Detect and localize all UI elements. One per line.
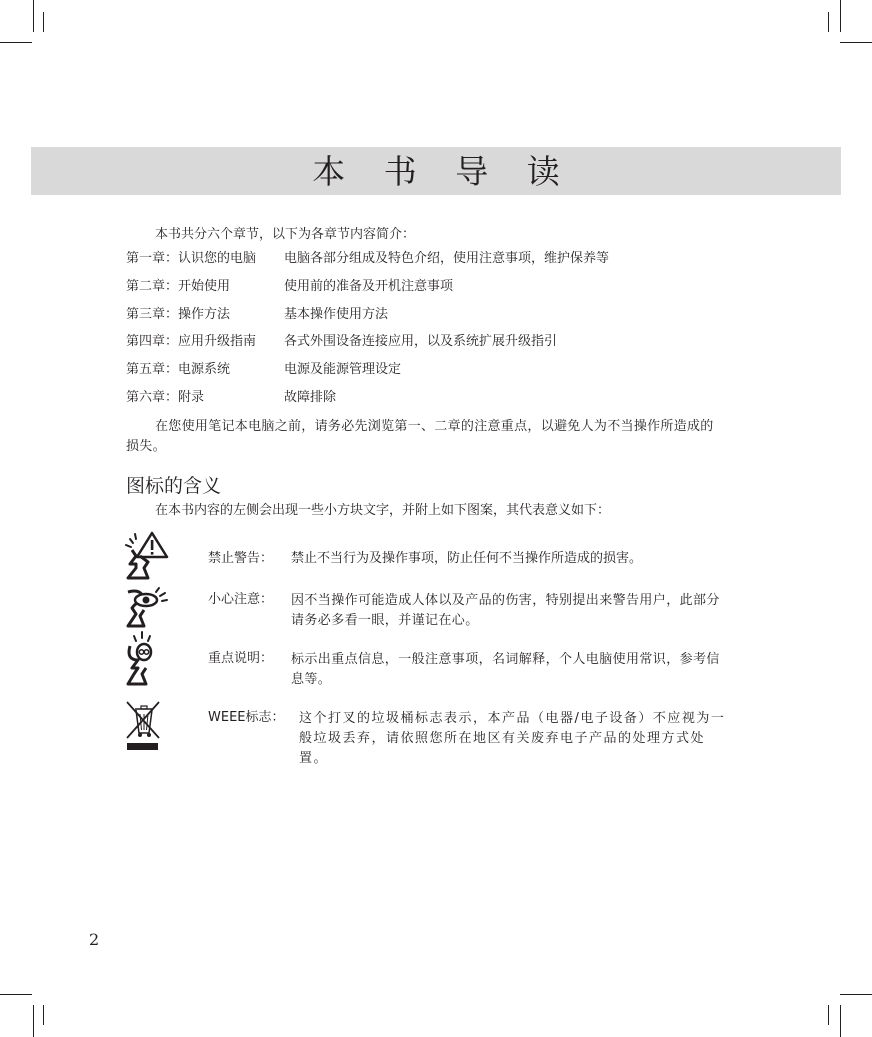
chapter-desc: 各式外围设备连接应用，以及系统扩展升级指引 [284,334,558,349]
icon-description: 因不当操作可能造成人体以及产品的伤害，特别提出来警告用户，此部分请务必多看一眼，并谨记在心。 [291,593,720,628]
chapter-name: 第四章：应用升级指南 [126,334,257,349]
reading-note: 在您使用笔记本电脑之前，请务必先浏览第一、二章的注意重点，以避免人为不当操作所造成的损失。 [126,419,714,454]
icon-description: 这个打叉的垃圾桶标志表示，本产品（电器/电子设备）不应视为一般垃圾丢弃，请依照您所在地区有关废弃电子产品的处理方式处置。 [299,711,726,766]
weee-bin-icon [124,700,164,756]
page-number: 2 [89,930,100,949]
icon-label: 重点说明： [208,651,274,666]
icon-label: WEEE标志： [208,710,285,725]
chapter-desc: 电源及能源管理设定 [284,362,402,377]
chapter-desc: 电脑各部分组成及特色介绍，使用注意事项，维护保养等 [284,251,610,266]
chapter-name: 第六章：附录 [126,390,205,405]
warning-person-icon [122,530,170,586]
chapter-name: 第五章：电源系统 [126,362,231,377]
page-title: 本 书 导 读 [312,152,574,191]
idea-person-icon [122,630,170,692]
icon-label: 禁止警告： [208,551,274,566]
chapter-desc: 基本操作使用方法 [284,307,389,322]
icon-description: 标示出重点信息，一般注意事项，名词解释，个人电脑使用常识，参考信息等。 [291,652,720,687]
section-heading: 图标的含义 [126,475,222,497]
intro-text: 本书共分六个章节，以下为各章节内容简介： [155,227,416,242]
section-intro: 在本书内容的左侧会出现一些小方块文字，并附上如下图案，其代表意义如下： [155,503,611,518]
chapter-desc: 使用前的准备及开机注意事项 [284,279,454,294]
eye-person-icon [122,586,170,634]
chapter-name: 第一章：认识您的电脑 [126,251,257,266]
icon-label: 小心注意： [208,592,274,607]
chapter-desc: 故障排除 [284,390,337,405]
chapter-name: 第三章：操作方法 [126,307,231,322]
title-banner [31,147,841,195]
icon-description: 禁止不当行为及操作事项，防止任何不当操作所造成的损害。 [291,551,643,566]
chapter-name: 第二章：开始使用 [126,279,231,294]
